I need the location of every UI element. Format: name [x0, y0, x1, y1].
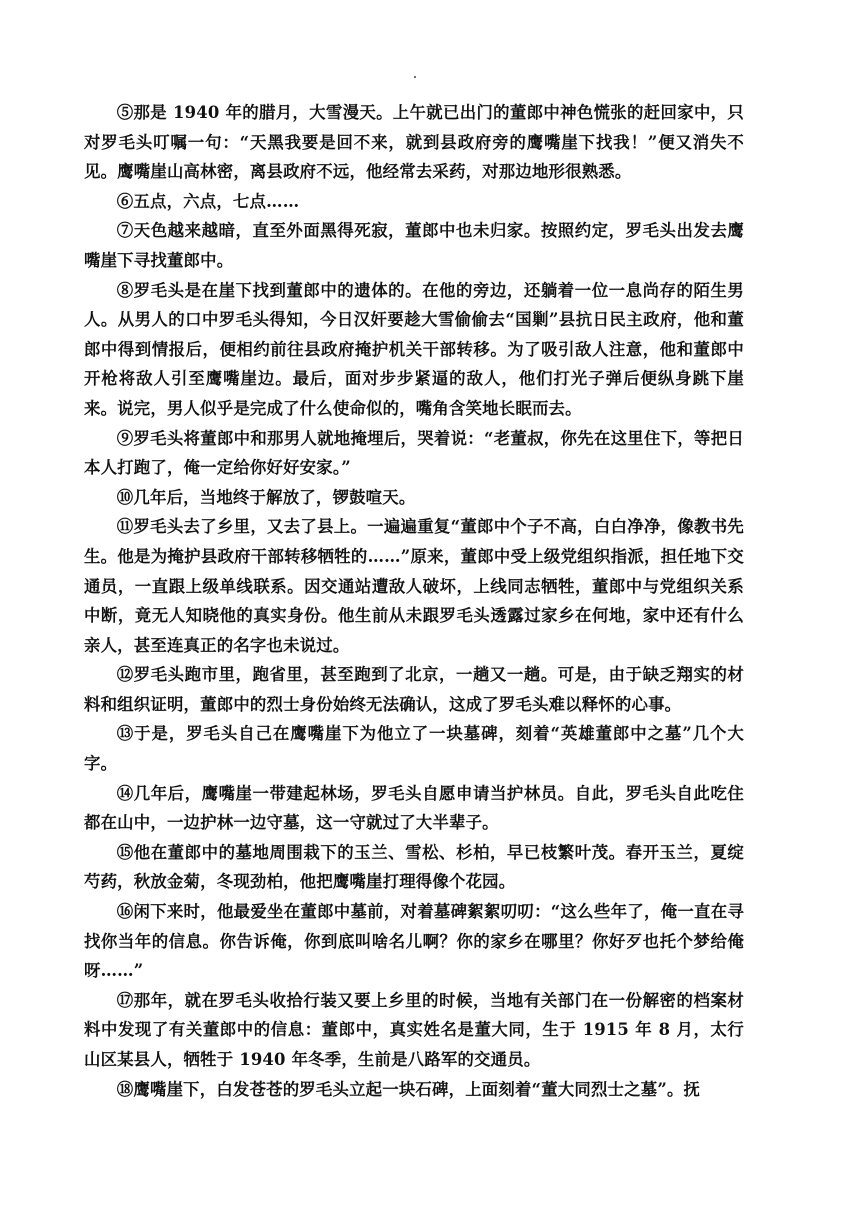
paragraph-9: ⑨罗毛头将董郎中和那男人就地掩埋后，哭着说：“老董叔，你先在这里住下，等把日本人打跑了，俺一定给你好好安家。”	[84, 428, 744, 478]
scan-speck	[414, 76, 416, 78]
story-body	[84, 98, 744, 1104]
paragraph-8: ⑧罗毛头是在崖下找到董郎中的遗体的。在他的旁边，还躺着一位一息尚存的陌生男人。从男人的口中罗毛头得知，今日汉奸要趁大雪偷偷去“国剿”县抗日民主政府，他和董郎中得到情报后，便相约前往县政府掩护机关干部转移。为了吸引敌人注意，他和董郎中开枪将敌人引至鹰嘴崖边。最后，面对步步紧逼的敌人，他们打光子弹后便纵身跳下崖来。说完，男人似乎是完成了什么使命似的，嘴角含笑地长眠而去。	[84, 280, 744, 418]
paragraph-5: ⑤那是 1940 年的腊月，大雪漫天。上午就已出门的董郎中神色慌张的赶回家中，只对罗毛头叮嘱一句：“天黑我要是回不来，就到县政府旁的鹰嘴崖下找我！”便又消失不见。鹰嘴崖山高林密，离县政府不远，他经常去采药，对那边地形很熟悉。	[84, 103, 744, 182]
paragraph-15: ⑮他在董郎中的墓地周围栽下的玉兰、雪松、杉柏，早已枝繁叶茂。春开玉兰，夏绽芍药，秋放金菊，冬现劲柏，他把鹰嘴崖打理得像个花园。	[84, 842, 744, 892]
paragraph-14: ⑭几年后，鹰嘴崖一带建起林场，罗毛头自愿申请当护林员。自此，罗毛头自此吃住都在山中，一边护林一边守墓，这一守就过了大半辈子。	[84, 783, 744, 833]
paragraph-6: ⑥五点，六点，七点……	[116, 191, 300, 211]
paragraph-18: ⑱鹰嘴崖下，白发苍苍的罗毛头立起一块石碑，上面刻着“董大同烈士之墓”。抚	[116, 1079, 701, 1099]
paragraph-7: ⑦天色越来越暗，直至外面黑得死寂，董郎中也未归家。按照约定，罗毛头出发去鹰嘴崖下寻找董郎中。	[84, 221, 744, 270]
paragraph-12: ⑫罗毛头跑市里，跑省里，甚至跑到了北京，一趟又一趟。可是，由于缺乏翔实的材料和组织证明，董郎中的烈士身份始终无法确认，这成了罗毛头难以释怀的心事。	[84, 665, 744, 714]
paragraph-13: ⑬于是，罗毛头自己在鹰嘴崖下为他立了一块墓碑，刻着“英雄董郎中之墓”几个大字。	[84, 724, 744, 774]
paragraph-16: ⑯闲下来时，他最爱坐在董郎中墓前，对着墓碑絮絮叨叨：“这么些年了，俺一直在寻找你当年的信息。你告诉俺，你到底叫啥名儿啊？你的家乡在哪里？你好歹也托个梦给俺呀……”	[84, 902, 744, 981]
paragraph-17: ⑰那年，就在罗毛头收拾行装又要上乡里的时候，当地有关部门在一份解密的档案材料中发现了有关董郎中的信息：董郎中，真实姓名是董大同，生于 1915 年 8 月，太行山区某县人，牺牲于 1940 年冬季，生前是八路军的交通员。	[84, 990, 744, 1069]
paragraph-11: ⑪罗毛头去了乡里，又去了县上。一遍遍重复“董郎中个子不高，白白净净，像教书先生。他是为掩护县政府干部转移牺牲的……”原来，董郎中受上级党组织指派，担任地下交通员，一直跟上级单线联系。因交通站遭敌人破坏，上线同志牺牲，董郎中与党组织关系中断，竟无人知晓他的真实身份。他生前从未跟罗毛头透露过家乡在何地，家中还有什么亲人，甚至连真正的名字也未说过。	[84, 517, 744, 655]
paragraph-10: ⑩几年后，当地终于解放了，锣鼓喧天。	[116, 487, 416, 507]
